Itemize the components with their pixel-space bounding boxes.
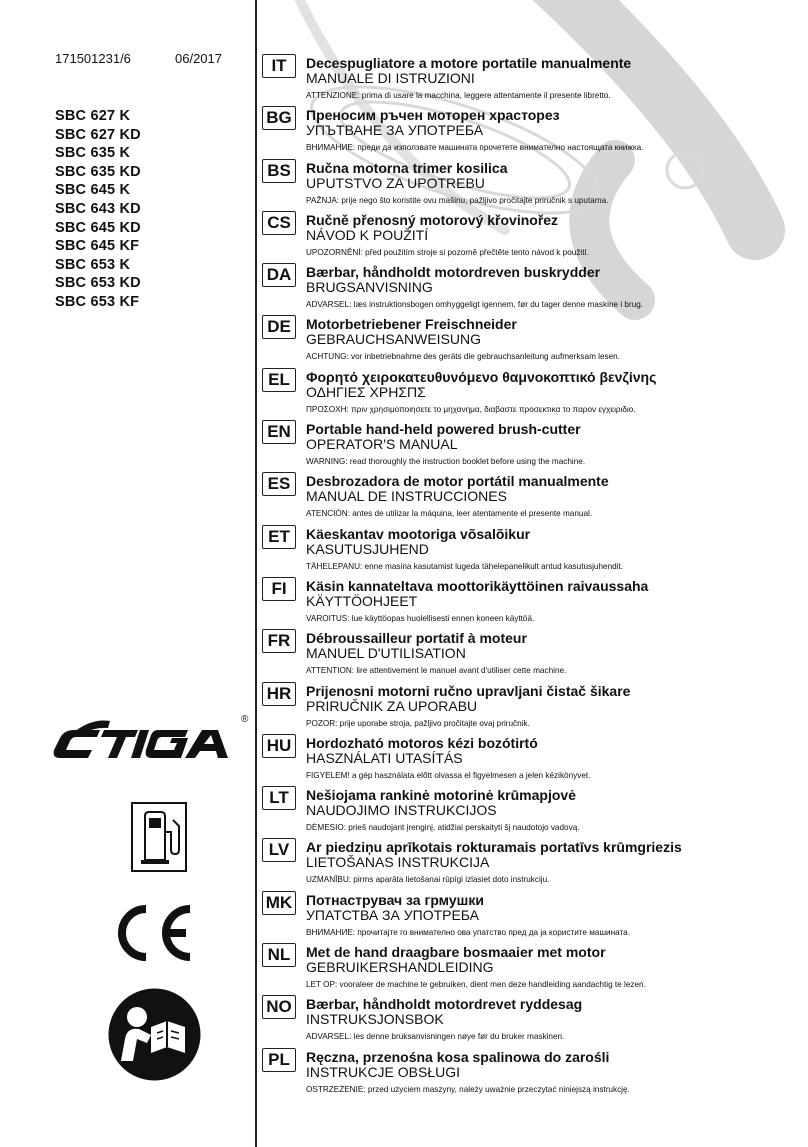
language-warning: OSTRZEŻENIE: przed użyciem maszyny, należy uważnie przeczytać niniejszą instrukcję. xyxy=(306,1084,630,1094)
language-title: Потнаструвач за грмушки xyxy=(306,891,484,908)
language-subtitle: ΟΔΗΓΙΕΣ ΧΡΗΣΠΣ xyxy=(306,383,426,400)
language-warning: ВНИМАНИЕ: преди да използвате машината прочетете внимателно настоящата книжка. xyxy=(306,143,644,153)
language-title: Ręczna, przenośna kosa spalinowa do zarośli xyxy=(306,1048,610,1065)
model-item: SBC 643 KD xyxy=(55,200,141,217)
language-entry-fi xyxy=(262,577,802,629)
language-subtitle: MANUEL D'UTILISATION xyxy=(306,645,466,662)
language-subtitle: HASZNÁLATI UTASÍTÁS xyxy=(306,749,463,766)
language-subtitle: MANUALE DI ISTRUZIONI xyxy=(306,70,475,86)
language-list xyxy=(262,54,802,1100)
language-title: Prijenosni motorni ručno upravljani čistač šikare xyxy=(306,682,631,699)
language-entry-bg xyxy=(262,106,802,158)
language-warning: ATTENTION: lire attentivement le manuel avant d'utiliser cette machine. xyxy=(306,666,567,676)
language-subtitle: GEBRAUCHSANWEISUNG xyxy=(306,331,482,348)
language-entry-nl xyxy=(262,943,802,995)
language-title: Ručna motorna trimer kosilica xyxy=(306,159,508,176)
model-item: SBC 627 KD xyxy=(55,126,141,143)
model-item: SBC 653 KD xyxy=(55,275,141,292)
language-code: ET xyxy=(262,525,296,549)
language-code: NO xyxy=(262,995,296,1019)
language-subtitle: GEBRUIKERSHANDLEIDING xyxy=(306,959,494,976)
language-title: Met de hand draagbare bosmaaier met motor xyxy=(306,944,606,961)
language-subtitle: УПАТСТВА ЗА УПОТРЕБА xyxy=(306,906,480,923)
language-warning: ADVARSEL: les denne bruksanvisningen nøye før du bruker maskinen. xyxy=(306,1032,565,1042)
language-subtitle: INSTRUKCJE OBSŁUGI xyxy=(306,1063,461,1080)
language-subtitle: NÁVOD K POUŽITÍ xyxy=(306,226,429,243)
language-entry-mk xyxy=(262,891,802,943)
language-entry-bs xyxy=(262,159,802,211)
language-title: Motorbetriebener Freischneider xyxy=(306,316,517,333)
language-code: BG xyxy=(262,106,296,130)
registered-mark: ® xyxy=(241,714,249,725)
document-date: 06/2017 xyxy=(175,51,222,66)
language-subtitle: UPUTSTVO ZA UPOTREBU xyxy=(306,174,485,191)
language-warning: PAŽNJA: prije nego što koristite ovu mašinu, pažljivo pročitajte priručnik s uputama. xyxy=(306,195,609,205)
read-manual-icon xyxy=(107,987,202,1082)
language-warning: ΠΡΟΣΟΧΗ: πριν χρησιμοποιησετε το μηχανημα, διαβαστε προσεκτικα το παρον εγχειριδιο. xyxy=(306,404,636,414)
model-list xyxy=(55,107,141,312)
language-subtitle: MANUAL DE INSTRUCCIONES xyxy=(306,488,507,505)
language-entry-en xyxy=(262,420,802,472)
language-subtitle: KASUTUSJUHEND xyxy=(306,540,429,557)
language-code: ES xyxy=(262,472,296,496)
language-entry-lv xyxy=(262,838,802,890)
language-title: Käeskantav mootoriga võsalõikur xyxy=(306,525,531,542)
language-title: Débroussailleur portatif à moteur xyxy=(306,630,527,647)
fuel-pump-icon xyxy=(131,802,187,872)
model-item: SBC 645 KF xyxy=(55,238,140,255)
model-item: SBC 627 K xyxy=(55,108,131,124)
language-title: Nešiojama rankinė motorinė krūmapjovė xyxy=(306,787,576,804)
language-code: NL xyxy=(262,943,296,967)
language-warning: POZOR: prije uporabe stroja, pažljivo pročitajte ovaj priručnik. xyxy=(306,718,530,728)
language-entry-fr xyxy=(262,629,802,681)
language-warning: TÄHELEPANU: enne masina kasutamist lugeda tähelepanelikult antud kasutusjuhendit. xyxy=(306,561,624,571)
language-entry-hu xyxy=(262,734,802,786)
language-subtitle: OPERATOR'S MANUAL xyxy=(306,436,458,453)
language-warning: WARNING: read thoroughly the instruction booklet before using the machine. xyxy=(306,457,586,467)
language-entry-es xyxy=(262,472,802,524)
language-subtitle: PRIRUČNIK ZA UPORABU xyxy=(306,697,478,714)
language-code: FR xyxy=(262,629,296,653)
language-code: EL xyxy=(262,368,296,392)
ce-mark-icon xyxy=(110,903,195,963)
language-code: FI xyxy=(262,577,296,601)
language-entry-lt xyxy=(262,786,802,838)
model-item: SBC 645 KD xyxy=(55,219,141,236)
language-code: IT xyxy=(262,54,296,78)
vertical-divider xyxy=(255,0,257,1147)
model-item: SBC 635 KD xyxy=(55,163,141,180)
language-title: Hordozható motoros kézi bozótirtó xyxy=(306,734,538,751)
language-code: MK xyxy=(262,891,296,915)
language-entry-pl xyxy=(262,1048,802,1100)
model-item: SBC 635 K xyxy=(55,145,131,162)
model-item: SBC 653 KF xyxy=(55,293,140,310)
language-warning: LET OP: vooraleer de machine te gebruiken, dient men deze handleiding aandachtig te lezen. xyxy=(306,980,646,990)
language-title: Käsin kannateltava moottorikäyttöinen raivaussaha xyxy=(306,577,649,594)
language-entry-it xyxy=(262,54,802,106)
language-warning: UPOZORNĚNÍ: před použitím stroje si pozorně přečtěte tento návod k použití. xyxy=(306,247,590,257)
model-item: SBC 645 K xyxy=(55,182,131,199)
language-warning: ATENCIÓN: antes de utilizar la máquina, leer atentamente el presente manual. xyxy=(306,509,593,519)
language-code: DE xyxy=(262,315,296,339)
language-subtitle: BRUGSANVISNING xyxy=(306,279,433,296)
language-warning: ADVARSEL: læs instruktionsbogen omhyggeligt igennem, før du tager denne maskine i brug. xyxy=(306,300,644,310)
language-subtitle: LIETOŠANAS INSTRUKCIJA xyxy=(306,854,490,871)
language-code: PL xyxy=(262,1048,296,1072)
language-entry-da xyxy=(262,263,802,315)
document-code: 171501231/6 xyxy=(55,51,131,66)
language-title: Bærbar, håndholdt motordreven buskrydder xyxy=(306,264,601,281)
language-code: DA xyxy=(262,263,296,287)
language-subtitle: УПЪТВАНЕ ЗА УПОТРЕБА xyxy=(306,122,484,139)
language-title: Φορητό χειροκατευθυνόμενο θαμνοκοπτικό βενζίνης xyxy=(306,368,657,385)
language-subtitle: INSTRUKSJONSBOK xyxy=(306,1011,444,1028)
language-title: Portable hand-held powered brush-cutter xyxy=(306,421,581,438)
language-subtitle: NAUDOJIMO INSTRUKCIJOS xyxy=(306,802,497,819)
language-code: EN xyxy=(262,420,296,444)
language-warning: UZMANĪBU: pirms aparāta lietošanai rūpīgi izlasiet doto instrukciju. xyxy=(306,875,550,885)
language-code: LT xyxy=(262,786,296,810)
language-title: Bærbar, håndholdt motordrevet ryddesag xyxy=(306,996,583,1013)
language-subtitle: KÄYTTÖOHJEET xyxy=(306,592,418,609)
language-entry-hr xyxy=(262,682,802,734)
language-warning: ATTENZIONE: prima di usare la macchina, leggere attentamente il presente libretto. xyxy=(306,91,611,100)
language-code: CS xyxy=(262,211,296,235)
language-entry-cs xyxy=(262,211,802,263)
language-title: Decespugliatore a motore portatile manualmente xyxy=(306,55,632,71)
language-entry-el xyxy=(262,368,802,420)
language-title: Desbrozadora de motor portátil manualmente xyxy=(306,473,609,490)
language-code: HU xyxy=(262,734,296,758)
language-code: LV xyxy=(262,838,296,862)
model-item: SBC 653 K xyxy=(55,256,131,273)
language-warning: DĖMESIO: prieš naudojant įrenginį, atidžiai perskaityti šį naudotojo vadovą. xyxy=(306,823,580,833)
language-code: HR xyxy=(262,682,296,706)
language-entry-de xyxy=(262,315,802,367)
language-warning: FIGYELEM! a gép használata előtt olvassa el figyelmesen a jelen kézikönyvet. xyxy=(306,770,591,780)
language-title: Ručně přenosný motorový křovinořez xyxy=(306,211,559,228)
language-entry-et xyxy=(262,525,802,577)
language-title: Преносим ръчен моторен храсторез xyxy=(306,107,560,124)
stiga-logo xyxy=(52,710,252,760)
language-code: BS xyxy=(262,159,296,183)
language-entry-no xyxy=(262,995,802,1047)
language-warning: ВНИМАНИЕ: прочитајте го внимателно ова упатство пред да ја користите машината. xyxy=(306,927,630,937)
language-warning: VAROITUS: lue käyttöopas huolellisesti ennen koneen käyttöä. xyxy=(306,613,535,623)
language-title: Ar piedziņu aprīkotais rokturamais portatīvs krūmgriezis xyxy=(306,839,682,856)
language-warning: ACHTUNG: vor inbetriebnahme des geräts die gebrauchsanleitung aufmerksam lesen. xyxy=(306,352,621,362)
